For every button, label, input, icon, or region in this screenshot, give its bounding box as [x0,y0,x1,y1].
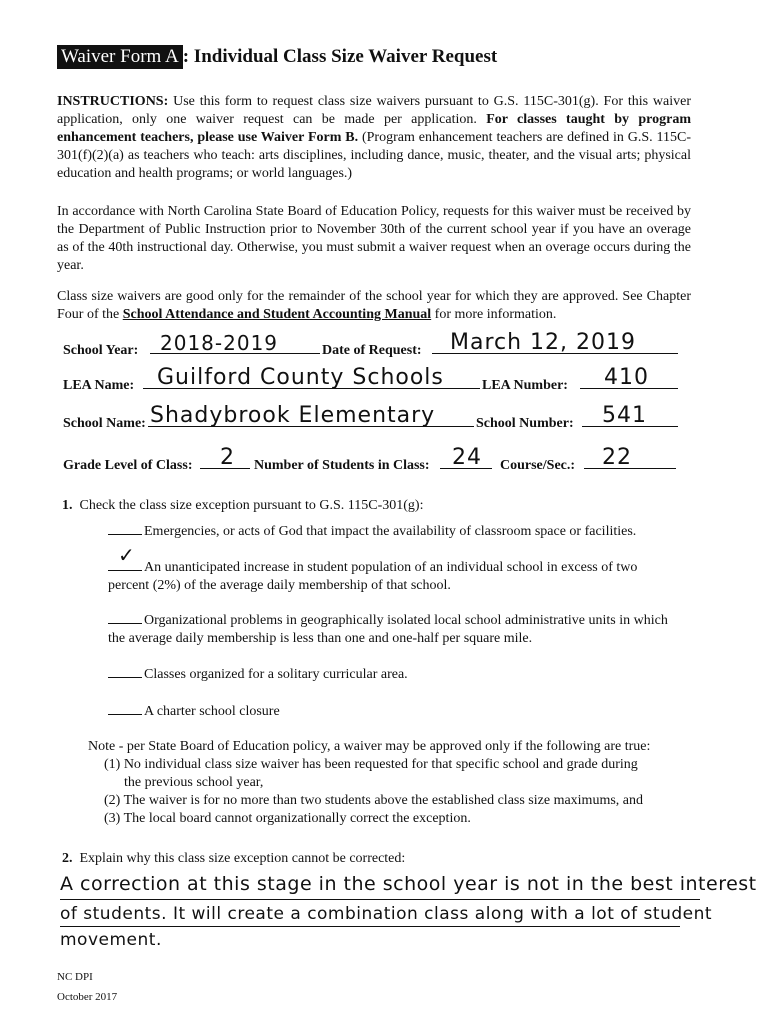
option-organizational-problems[interactable] [108,611,678,648]
grade-field[interactable] [200,446,250,469]
validity-paragraph [57,288,691,324]
option-solitary-curricular[interactable] [108,665,678,684]
grade-value: 2 [220,445,235,470]
validity-text-before: Class size waivers are good only for the remainder of the school year for which they are approved. See Chapter Four of the [57,289,691,322]
school-number-row [476,416,574,432]
form-title-text: : Individual Class Size Waiver Request [182,46,498,67]
students-value: 24 [452,445,482,470]
school-name-value: Shadybrook Elementary [150,403,436,428]
manual-link[interactable]: School Attendance and Student Accounting Manual [122,307,432,322]
note-item-1: (1) No individual class size waiver has been requested for that specific school and grade during [104,757,638,772]
grade-label: Grade Level of Class: [63,458,193,473]
lea-number-value: 410 [604,365,649,390]
answer-underline-2 [60,926,680,927]
answer-underline-1 [60,899,700,900]
school-number-value: 541 [602,403,647,428]
date-label: Date of Request: [322,343,422,358]
date-row [322,343,422,359]
school-name-field[interactable] [148,404,474,427]
school-year-label: School Year: [63,343,139,358]
option-population-increase[interactable] [108,543,678,595]
question-2-number: 2. [62,851,73,866]
option-label: Organizational problems in geographically isolated local school administrative units in which the average daily membership is less than one and one-half per square mile. [108,613,668,646]
school-name-label: School Name: [63,416,146,431]
course-row [500,458,575,474]
check-mark-icon: ✓ [118,543,135,567]
lea-number-label: LEA Number: [482,378,568,393]
school-number-field[interactable] [582,404,678,427]
note-item-2: (2) The waiver is for no more than two students above the established class size maximums, and [104,793,643,808]
course-value: 22 [602,445,632,470]
question-1 [62,498,423,514]
validity-text-after: for more information. [431,307,557,322]
instructions-text-1: Use this form to request class size waivers pursuant to G.S. 115C-301(g). For this waiver application, only one waiver request can be made per application. [57,94,691,127]
note-item-1b: the previous school year, [124,775,264,790]
school-year-value: 2018-2019 [160,331,279,355]
grade-row [63,458,192,474]
lea-number-row [482,378,568,394]
option-checkbox[interactable] [108,665,142,678]
course-label: Course/Sec.: [500,458,576,473]
option-checkbox[interactable] [108,702,142,715]
instructions-paragraph [57,93,691,183]
question-2-text: Explain why this class size exception cannot be corrected: [79,851,406,866]
question-2 [62,851,405,867]
form-title [57,46,497,68]
students-field[interactable] [440,446,492,469]
lea-name-value: Guilford County Schools [157,365,444,390]
school-year-field[interactable] [150,331,320,354]
school-year-row [63,343,138,359]
option-emergencies[interactable] [108,522,678,541]
option-checkbox[interactable] [108,522,142,535]
lea-name-label: LEA Name: [63,378,135,393]
students-label: Number of Students in Class: [254,458,430,473]
lea-name-field[interactable] [143,366,480,389]
school-number-label: School Number: [476,416,574,431]
note-intro: Note - per State Board of Education policy, a waiver may be approved only if the following are true: [88,739,651,754]
instructions-label: INSTRUCTIONS: [57,94,169,109]
footer-date: October 2017 [57,991,118,1003]
course-field[interactable] [584,446,676,469]
policy-note [88,738,688,828]
answer-line-2[interactable]: of students. It will create a combination class along with a lot of student [60,904,713,924]
date-value: March 12, 2019 [450,330,637,355]
note-item-3: (3) The local board cannot organizationally correct the exception. [104,811,471,826]
form-badge: Waiver Form A [57,45,183,69]
date-field[interactable] [432,331,678,354]
school-name-row [63,416,146,432]
option-charter-closure[interactable] [108,702,678,721]
students-row [254,458,430,474]
answer-line-3[interactable]: movement. [60,930,162,950]
option-label: Classes organized for a solitary curricular area. [144,667,408,682]
lea-number-field[interactable] [580,366,678,389]
question-1-number: 1. [62,498,73,513]
footer-org: NC DPI [57,971,93,983]
answer-line-1[interactable]: A correction at this stage in the school year is not in the best interest [60,873,757,895]
option-checkbox[interactable] [108,611,142,624]
instructions-bold-note: For classes taught by program enhancement teachers, please use Waiver Form B. [57,112,691,145]
option-checkbox-checked[interactable] [108,543,142,571]
option-label: Emergencies, or acts of God that impact the availability of classroom space or facilities. [144,524,637,539]
instructions-text-2: (Program enhancement teachers are defined in G.S. 115C-301(f)(2)(a) as teachers who teach: arts disciplines, including dance, music, theater, and the visual arts; physical education and health programs; or world languages.) [57,130,691,181]
lea-name-row [63,378,134,394]
option-label: A charter school closure [144,704,280,719]
deadline-paragraph: In accordance with North Carolina State Board of Education Policy, requests for this waiver must be received by the Department of Public Instruction prior to November 30th of the current school year if you have an overage as of the 40th instructional day. Otherwise, you must submit a waiver request when an overage occurs during the year. [57,204,691,273]
question-1-text: Check the class size exception pursuant to G.S. 115C-301(g): [79,498,424,513]
option-label: An unanticipated increase in student population of an individual school in excess of two percent (2%) of the average daily membership of that school. [108,560,638,593]
